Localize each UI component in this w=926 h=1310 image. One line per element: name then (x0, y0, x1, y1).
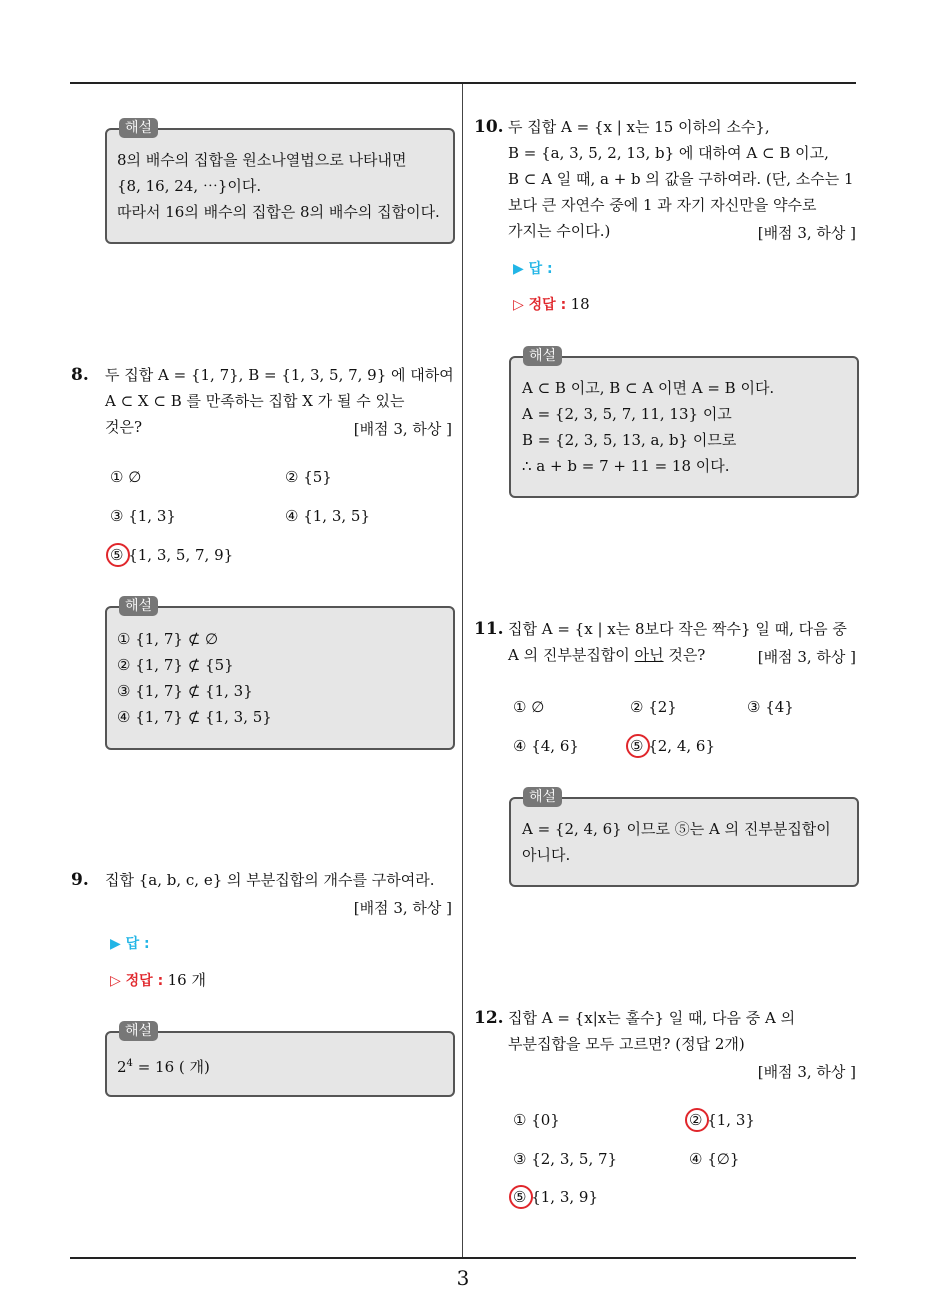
q10-text-line: 두 집합 A = {x | x는 15 이하의 소수}, (508, 118, 770, 136)
q11-choice-4[interactable]: ④ {4, 6} (513, 737, 579, 755)
q9-explanation-tag: 해설 (119, 1021, 158, 1041)
page-number: 3 (456, 1266, 470, 1290)
q12-text-line: 집합 A = {x|x는 홀수} 일 때, 다음 중 A 의 (508, 1009, 796, 1027)
q12-answer-mark-5 (509, 1185, 533, 1209)
q11-text-line: 집합 A = {x | x는 8보다 작은 짝수} 일 때, 다음 중 (508, 620, 847, 638)
q12-choice-3[interactable]: ③ {2, 3, 5, 7} (513, 1150, 618, 1168)
column-divider (462, 84, 463, 1258)
q12-answer-mark-2 (685, 1108, 709, 1132)
q10-correct-value: 18 (570, 295, 590, 313)
q11-choice-5[interactable]: ⑤ {2, 4, 6} (630, 737, 716, 755)
q7-explanation-line: 따라서 16의 배수의 집합은 8의 배수의 집합이다. (117, 203, 440, 221)
q9-explanation-line (117, 1053, 210, 1078)
q9-number: 9. (71, 870, 89, 890)
q8-explanation-line: ① {1, 7} ⊄ ∅ (117, 630, 219, 648)
q8-text-line: A ⊂ X ⊂ B 를 만족하는 집합 X 가 될 수 있는 (105, 392, 405, 410)
q10-score: [배점 3, 하상 ] (757, 224, 856, 242)
q11-line2-underlined: 아닌 (634, 646, 664, 664)
q8-answer-mark (106, 543, 130, 567)
q11-explanation-tag: 해설 (523, 787, 562, 807)
q10-explanation-line: B = {2, 3, 5, 13, a, b} 이므로 (522, 431, 737, 449)
q8-text-line: 것은? (105, 418, 143, 436)
q11-line2-post: 것은? (663, 646, 706, 664)
q8-choice-1[interactable]: ① ∅ (110, 468, 142, 486)
q10-explanation-line: ∴ a + b = 7 + 11 = 18 이다. (522, 457, 730, 475)
q11-answer-mark (626, 734, 650, 758)
q9-correct-answer (110, 969, 206, 990)
q12-score: [배점 3, 하상 ] (757, 1063, 856, 1081)
q11-explanation-box (509, 797, 859, 887)
q10-text-line: 가지는 수이다.) (508, 222, 611, 240)
q10-answer-label: ▶ 답 : (513, 261, 553, 277)
bottom-rule (70, 1257, 856, 1259)
q9-explain-exponent: 4 (126, 1058, 133, 1069)
q12-choice-4[interactable]: ④ {∅} (689, 1150, 740, 1168)
q11-explanation-line: 아니다. (522, 846, 571, 864)
q10-text-line: 보다 큰 자연수 중에 1 과 자기 자신만을 약수로 (508, 196, 817, 214)
q7-explanation-line: 8의 배수의 집합을 원소나열법으로 나타내면 (117, 151, 407, 169)
q12-choice-5[interactable]: ⑤ {1, 3, 9} (513, 1188, 599, 1206)
q7-explanation-tag: 해설 (119, 118, 158, 138)
q7-explanation-line: {8, 16, 24, ⋯}이다. (117, 177, 262, 195)
q10-explanation-line: A = {2, 3, 5, 7, 11, 13} 이고 (522, 405, 732, 423)
q8-choice-5[interactable]: ⑤ {1, 3, 5, 7, 9} (110, 546, 234, 564)
q8-explanation-line: ③ {1, 7} ⊄ {1, 3} (117, 682, 253, 700)
q11-score: [배점 3, 하상 ] (757, 648, 856, 666)
q11-choice-3[interactable]: ③ {4} (747, 698, 794, 716)
q9-correct-label: ▷ 정답 : (110, 973, 164, 989)
q10-explanation-tag: 해설 (523, 346, 562, 366)
q11-explanation-line: A = {2, 4, 6} 이므로 ⑤는 A 의 진부분집합이 (522, 820, 831, 838)
q12-number: 12. (474, 1008, 504, 1028)
q10-number: 10. (474, 117, 504, 137)
q8-explanation-line: ② {1, 7} ⊄ {5} (117, 656, 234, 674)
q8-number: 8. (71, 365, 89, 385)
q8-choice-4[interactable]: ④ {1, 3, 5} (285, 507, 371, 525)
q8-choice-3[interactable]: ③ {1, 3} (110, 507, 176, 525)
q9-answer-label: ▶ 답 : (110, 936, 150, 952)
q8-explanation-line: ④ {1, 7} ⊄ {1, 3, 5} (117, 708, 272, 726)
q9-explain-base: 2 (117, 1058, 127, 1076)
q10-explanation-line: A ⊂ B 이고, B ⊂ A 이면 A = B 이다. (522, 379, 775, 397)
q9-explain-rest: = 16 ( 개) (132, 1058, 210, 1076)
q11-choice-2[interactable]: ② {2} (630, 698, 677, 716)
q11-line2-pre: A 의 진부분집합이 (508, 646, 635, 664)
q12-choice-2[interactable]: ② {1, 3} (689, 1111, 755, 1129)
q11-choice-1[interactable]: ① ∅ (513, 698, 545, 716)
q8-explanation-tag: 해설 (119, 596, 158, 616)
q10-text-line: B = {a, 3, 5, 2, 13, b} 에 대하여 A ⊂ B 이고, (508, 144, 829, 162)
q10-correct-label: ▷ 정답 : (513, 297, 567, 313)
q8-text-line: 두 집합 A = {1, 7}, B = {1, 3, 5, 7, 9} 에 대하여 (105, 366, 454, 384)
q10-text-line: B ⊂ A 일 때, a + b 의 값을 구하여라. (단, 소수는 1 (508, 170, 854, 188)
q12-choice-1[interactable]: ① {0} (513, 1111, 560, 1129)
top-rule (70, 82, 856, 84)
q8-choice-2[interactable]: ② {5} (285, 468, 332, 486)
q10-correct-answer (513, 294, 590, 314)
q9-correct-value: 16 개 (167, 971, 206, 989)
q11-number: 11. (474, 619, 504, 639)
q8-score: [배점 3, 하상 ] (353, 420, 452, 438)
q9-text-line: 집합 {a, b, c, e} 의 부분집합의 개수를 구하여라. (105, 871, 435, 889)
q11-text-line (508, 644, 705, 666)
q9-score: [배점 3, 하상 ] (353, 899, 452, 917)
q12-text-line: 부분집합을 모두 고르면? (정답 2개) (508, 1035, 745, 1053)
